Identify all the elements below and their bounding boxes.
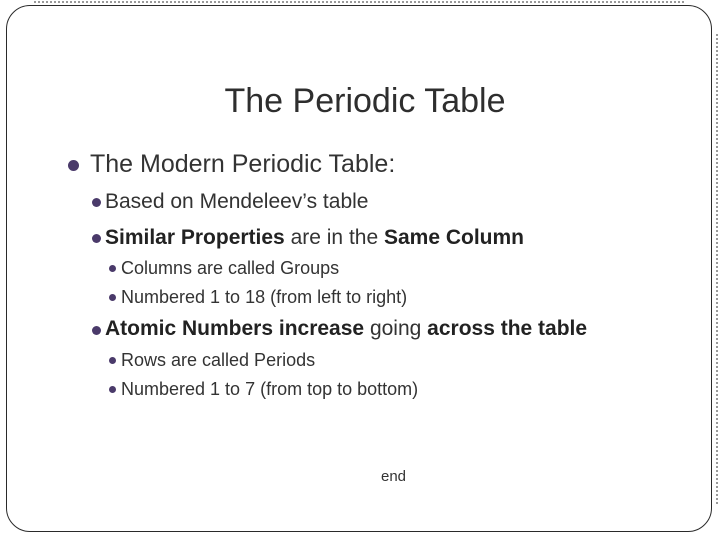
slide-title: The Periodic Table [224, 82, 506, 120]
bullet-rows-periods: Rows are called Periods [121, 350, 316, 370]
bold-similar-properties: Similar Properties [105, 226, 285, 249]
bullet-icon [109, 386, 116, 393]
text-going: going [364, 317, 428, 340]
bullet-icon [68, 160, 79, 171]
bullet-icon [92, 234, 101, 243]
frame-shadow-top [34, 1, 684, 3]
bullet-icon [92, 326, 101, 335]
bold-across-the-table: across the table [427, 317, 588, 340]
bullet-icon [109, 357, 116, 364]
bullet-numbered-1-18: Numbered 1 to 18 (from left to right) [121, 287, 408, 307]
bullet-based-on-mendeleev: Based on Mendeleev’s table [105, 190, 369, 213]
bullet-similar-properties [105, 226, 524, 250]
bullet-icon [92, 198, 101, 207]
bullet-modern-periodic-table: The Modern Periodic Table: [90, 150, 396, 178]
bold-atomic-numbers: Atomic Numbers increase [105, 317, 365, 340]
bullet-icon [109, 265, 116, 272]
end-label: end [381, 468, 407, 485]
bold-same-column: Same Column [383, 226, 525, 249]
text-are-in-the: are in the [284, 226, 384, 249]
bullet-numbered-1-7: Numbered 1 to 7 (from top to bottom) [121, 379, 419, 399]
bullet-columns-groups: Columns are called Groups [121, 258, 340, 278]
bullet-icon [109, 294, 116, 301]
bullet-atomic-numbers [105, 317, 587, 341]
